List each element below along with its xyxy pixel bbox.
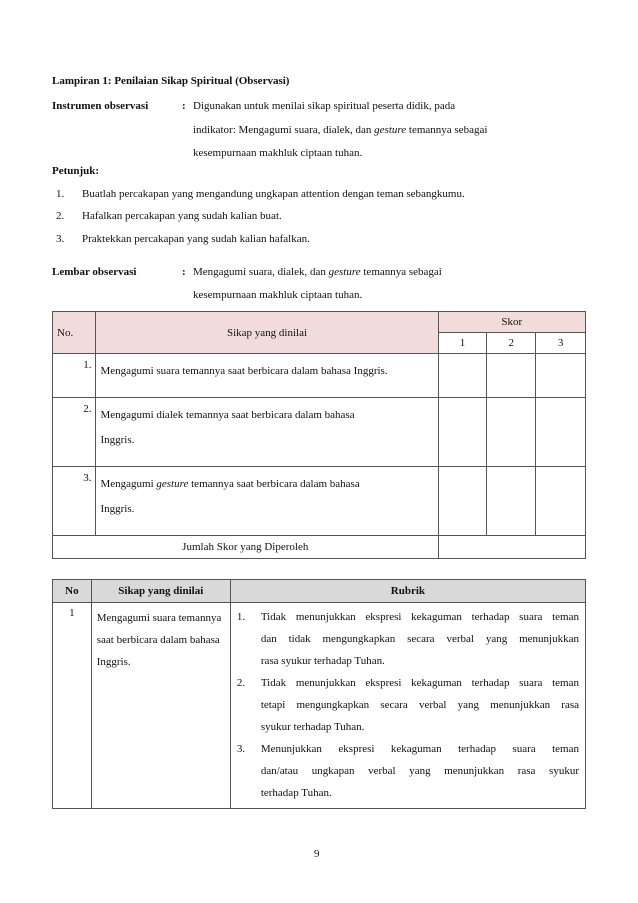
page-heading: Lampiran 1: Penilaian Sikap Spiritual (Observasi) — [52, 75, 290, 87]
petunjuk-label: Petunjuk: — [52, 165, 100, 177]
rubric-item-3-line-1: Menunjukkan ekspresi kekaguman terhadap suara teman — [260, 743, 579, 755]
rubric-item-1-line-1: Tidak menunjukkan ekspresi kekaguman terhadap suara teman — [260, 611, 579, 623]
instrumen-label: Instrumen observasi — [52, 100, 149, 112]
rubric-table — [52, 579, 586, 809]
obs-row-1-score-1[interactable] — [438, 354, 487, 398]
rubric-item-2 — [237, 672, 579, 738]
obs-header-skor: Skor — [438, 312, 585, 333]
rub-header-no: No — [53, 580, 92, 603]
instrumen-colon: : — [182, 100, 186, 112]
petunjuk-num-3: 3. — [56, 233, 65, 245]
rub-row-sikap: Mengagumi suara temannya saat berbicara dalam bahasa Inggris. — [91, 603, 230, 809]
obs-row-1-score-2[interactable] — [487, 354, 536, 398]
rub-row-rubrik — [230, 603, 585, 809]
obs-row-2-score-3[interactable] — [536, 398, 586, 467]
petunjuk-text-3: Praktekkan percakapan yang sudah kalian hafalkan. — [82, 233, 310, 245]
obs-row-2-sikap — [96, 398, 438, 467]
obs-skor-3: 3 — [536, 333, 586, 354]
obs-row-2-line-1: Mengagumi dialek temannya saat berbicara dalam bahasa — [100, 409, 355, 421]
obs-row-3-tail: temannya saat berbicara dalam bahasa — [191, 478, 360, 490]
rubric-item-2-num: 2. — [236, 677, 246, 689]
obs-skor-2: 2 — [487, 333, 536, 354]
obs-row-2-line-2: Inggris. — [100, 434, 135, 446]
obs-row-2-score-1[interactable] — [438, 398, 487, 467]
obs-row-3-score-2[interactable] — [487, 467, 536, 536]
lembar-line-1-head: Mengagumi suara, dialek, dan — [193, 266, 326, 278]
observation-table — [52, 311, 586, 559]
lembar-line-1 — [193, 266, 442, 278]
obs-header-no: No. — [53, 312, 96, 354]
obs-row-2-num: 2. — [53, 398, 96, 467]
obs-row-3-score-1[interactable] — [438, 467, 487, 536]
instrumen-line-2-head: indikator: Mengagumi suara, dialek, dan — [193, 124, 372, 136]
obs-row-2-score-2[interactable] — [487, 398, 536, 467]
instrumen-line-2 — [193, 124, 487, 136]
obs-row-3-sikap — [96, 467, 438, 536]
rubric-item-3 — [237, 738, 579, 804]
lembar-label: Lembar observasi — [52, 266, 137, 278]
obs-total-label: Jumlah Skor yang Diperoleh — [53, 536, 439, 559]
obs-header-sikap: Sikap yang dinilai — [96, 312, 438, 354]
rub-header-rubrik: Rubrik — [230, 580, 585, 603]
obs-row-3-num: 3. — [53, 467, 96, 536]
obs-total-value[interactable] — [438, 536, 585, 559]
obs-skor-1: 1 — [438, 333, 487, 354]
obs-row-1-score-3[interactable] — [536, 354, 586, 398]
obs-row-3-head: Mengagumi — [100, 478, 154, 490]
rubric-item-1-line-3: rasa syukur terhadap Tuhan. — [260, 655, 385, 667]
table-row — [53, 603, 586, 809]
obs-row-3-gesture-word: gesture — [156, 478, 189, 490]
lembar-colon: : — [182, 266, 186, 278]
rubric-item-1-num: 1. — [236, 611, 246, 623]
table-row — [53, 467, 586, 536]
lembar-line-2: kesempurnaan makhluk ciptaan tuhan. — [193, 289, 363, 301]
petunjuk-num-1: 1. — [56, 188, 65, 200]
obs-row-1-num: 1. — [53, 354, 96, 398]
instrumen-line-3: kesempurnaan makhluk ciptaan tuhan. — [193, 147, 363, 159]
lembar-line-1-tail: temannya sebagai — [363, 266, 442, 278]
rubric-item-3-line-2: dan/atau ungkapan verbal yang menunjukkan rasa syukur — [260, 765, 579, 777]
table-row — [53, 398, 586, 467]
obs-row-3-line-2: Inggris. — [100, 503, 135, 515]
petunjuk-text-2: Hafalkan percakapan yang sudah kalian buat. — [82, 210, 282, 222]
table-row — [53, 354, 586, 398]
rubric-item-1-line-2: dan tidak mengungkapkan secara verbal yang menunjukkan — [260, 633, 579, 645]
rubric-item-2-line-1: Tidak menunjukkan ekspresi kekaguman terhadap suara teman — [260, 677, 579, 689]
rubric-item-2-line-3: syukur terhadap Tuhan. — [260, 721, 365, 733]
page-number: 9 — [314, 848, 320, 860]
instrumen-gesture-word: gesture — [374, 124, 407, 136]
obs-row-3-line-1 — [100, 472, 433, 497]
instrumen-line-2-tail: temannya sebagai — [408, 124, 488, 136]
obs-row-3-score-3[interactable] — [536, 467, 586, 536]
petunjuk-text-1: Buatlah percakapan yang mengandung ungkapan attention dengan teman sebangkumu. — [82, 188, 465, 200]
rubric-item-3-line-3: terhadap Tuhan. — [260, 787, 332, 799]
obs-row-1-text: Mengagumi suara temannya saat berbicara dalam bahasa Inggris. — [100, 365, 388, 377]
rubric-item-2-line-2: tetapi mengungkapkan secara verbal yang menunjukkan rasa — [260, 699, 579, 711]
rubric-item-1 — [237, 606, 579, 672]
petunjuk-num-2: 2. — [56, 210, 65, 222]
obs-row-1-sikap — [96, 354, 438, 398]
rub-row-num: 1 — [53, 603, 92, 809]
rubric-item-3-num: 3. — [236, 743, 246, 755]
instrumen-line-1: Digunakan untuk menilai sikap spiritual peserta didik, pada — [193, 100, 456, 112]
rub-header-sikap: Sikap yang dinilai — [91, 580, 230, 603]
lembar-gesture-word: gesture — [328, 266, 361, 278]
